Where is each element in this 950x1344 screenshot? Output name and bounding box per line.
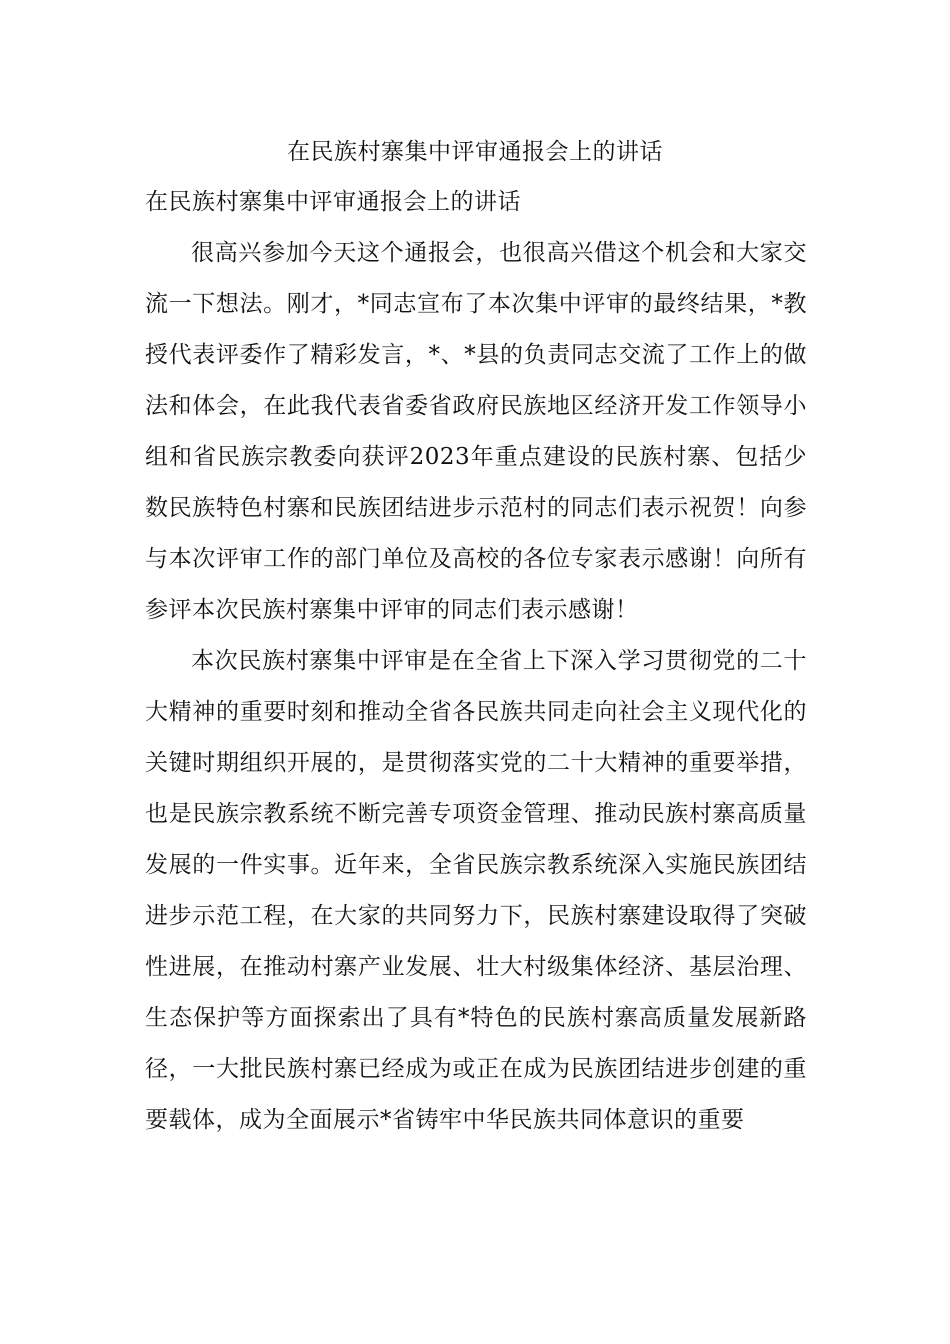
body-paragraph-2: 本次民族村寨集中评审是在全省上下深入学习贯彻党的二十大精神的重要时刻和推动全省各民族共同走向社会主义现代化的关键时期组织开展的，是贯彻落实党的二十大精神的重要举措，也是民族宗教系统不断完善专项资金管理、推动民族村寨高质量发展的一件实事。近年来，全省民族宗教系统深入实施民族团结进步示范工程，在大家的共同努力下，民族村寨建设取得了突破性进展，在推动村寨产业发展、壮大村级集体经济、基层治理、生态保护等方面探索出了具有*特色的民族村寨高质量发展新路径，一大批民族村寨已经成为或正在成为民族团结进步创建的重要载体，成为全面展示*省铸牢中华民族共同体意识的重要 bbox=[145, 648, 807, 1133]
body-paragraph-1: 很高兴参加今天这个通报会，也很高兴借这个机会和大家交流一下想法。刚才，*同志宣布了本次集中评审的最终结果，*教授代表评委作了精彩发言，*、*县的负责同志交流了工作上的做法和体会，在此我代表省委省政府民族地区经济开发工作领导小组和省民族宗教委向获评2023年重点建设的民族村寨、包括少数民族特色村寨和民族团结进步示范村的同志们表示祝贺！向参与本次评审工作的部门单位及高校的各位专家表示感谢！向所有参评本次民族村寨集中评审的同志们表示感谢！ bbox=[145, 240, 807, 623]
document-title: 在民族村寨集中评审通报会上的讲话 bbox=[287, 139, 663, 165]
document-body bbox=[145, 228, 807, 1146]
document-subtitle: 在民族村寨集中评审通报会上的讲话 bbox=[145, 189, 521, 215]
